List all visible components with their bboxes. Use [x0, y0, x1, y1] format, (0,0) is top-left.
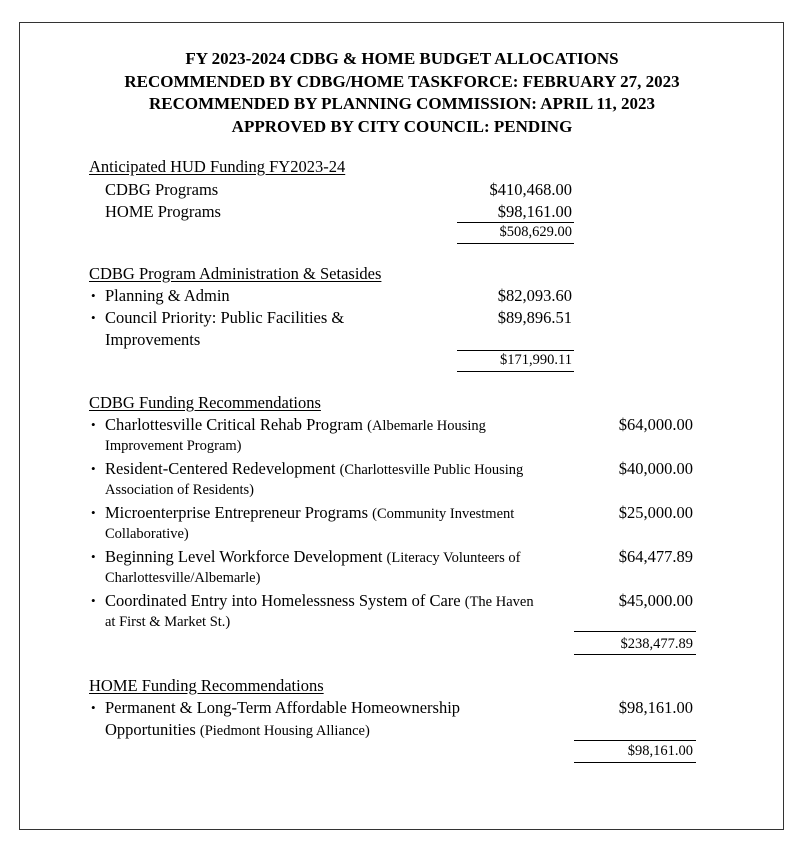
hud-total: $508,629.00: [499, 224, 572, 240]
admin-row-label: Planning & Admin: [105, 286, 230, 305]
admin-row-label-cont: Improvements: [105, 330, 201, 349]
cdbg-heading: CDBG Funding Recommendations: [89, 393, 321, 412]
home-total: $98,161.00: [627, 743, 693, 759]
home-total-rule-bottom: [574, 762, 696, 763]
hud-row-amount: $410,468.00: [489, 180, 572, 199]
admin-row-amount: $89,896.51: [497, 308, 572, 327]
admin-heading: CDBG Program Administration & Setasides: [89, 264, 382, 283]
cdbg-row-label: Coordinated Entry into Homelessness System of Care (The Haven: [105, 591, 534, 610]
cdbg-row-amount: $45,000.00: [618, 591, 693, 610]
title-line-1: FY 2023-2024 CDBG & HOME BUDGET ALLOCATIONS: [185, 49, 619, 68]
hud-total-rule-top: [457, 222, 574, 223]
cdbg-total-rule-bottom: [574, 654, 696, 655]
home-total-rule-top: [574, 740, 696, 741]
admin-total-rule-top: [457, 350, 574, 351]
bullet-icon: •: [91, 310, 96, 325]
title-line-3: RECOMMENDED BY PLANNING COMMISSION: APRIL 11, 2023: [148, 94, 656, 113]
cdbg-total: $238,477.89: [620, 636, 693, 652]
home-row-label-cont: Opportunities (Piedmont Housing Alliance): [105, 720, 370, 739]
bullet-icon: •: [91, 700, 96, 715]
cdbg-row-amount: $64,477.89: [618, 547, 693, 566]
title-line-2: RECOMMENDED BY CDBG/HOME TASKFORCE: FEBRUARY 27, 2023: [124, 71, 680, 91]
home-heading: HOME Funding Recommendations: [89, 676, 324, 695]
home-row-label: Permanent & Long-Term Affordable Homeownership: [105, 698, 461, 717]
cdbg-row-label: Charlottesville Critical Rehab Program (Albemarle Housing: [105, 415, 486, 434]
bullet-icon: •: [91, 417, 96, 432]
hud-row-amount: $98,161.00: [497, 202, 572, 221]
cdbg-row-amount: $64,000.00: [618, 415, 693, 434]
admin-row-amount: $82,093.60: [497, 286, 572, 305]
cdbg-row-amount: $25,000.00: [618, 503, 693, 522]
cdbg-total-rule-top: [574, 631, 696, 632]
title-line-4: APPROVED BY CITY COUNCIL: PENDING: [231, 116, 573, 136]
hud-row-label: CDBG Programs: [105, 180, 219, 199]
cdbg-row-label: Microenterprise Entrepreneur Programs (Community Investment: [105, 503, 515, 522]
cdbg-row-org: Association of Residents): [105, 482, 255, 498]
cdbg-row-amount: $40,000.00: [618, 459, 693, 478]
bullet-icon: •: [91, 461, 96, 476]
admin-row-label: Council Priority: Public Facilities &: [105, 308, 345, 327]
bullet-icon: •: [91, 549, 96, 564]
bullet-icon: •: [91, 593, 96, 608]
hud-row-label: HOME Programs: [105, 202, 221, 221]
bullet-icon: •: [91, 505, 96, 520]
hud-heading: Anticipated HUD Funding FY2023-24: [89, 157, 346, 176]
cdbg-row-label: Resident-Centered Redevelopment (Charlottesville Public Housing: [105, 459, 524, 478]
cdbg-row-org: Charlottesville/Albemarle): [105, 570, 261, 586]
bullet-icon: •: [91, 288, 96, 303]
admin-total-rule-bottom: [457, 371, 574, 372]
home-row-amount: $98,161.00: [618, 698, 693, 717]
cdbg-row-label: Beginning Level Workforce Development (Literacy Volunteers of: [105, 547, 521, 566]
cdbg-row-org: Collaborative): [105, 526, 189, 542]
admin-total: $171,990.11: [500, 352, 572, 368]
cdbg-row-org: at First & Market St.): [105, 614, 231, 630]
document-title: [0, 48, 804, 138]
cdbg-row-org: Improvement Program): [105, 438, 242, 454]
hud-total-rule-bottom: [457, 243, 574, 244]
